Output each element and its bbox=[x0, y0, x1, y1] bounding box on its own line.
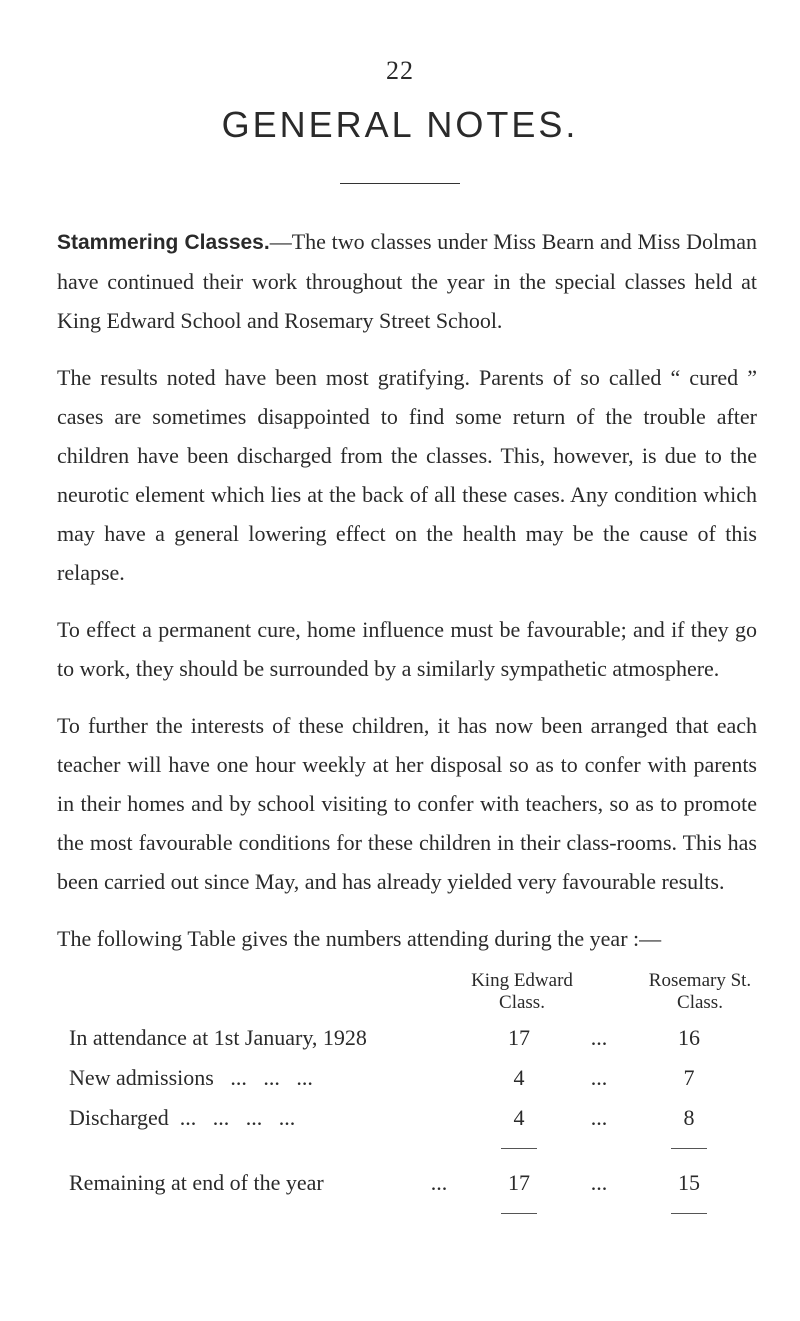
column-header-line: Class. bbox=[677, 992, 723, 1013]
section-heading: Stammering Classes. bbox=[57, 231, 270, 254]
column-header-line: Rosemary St. bbox=[648, 970, 752, 991]
body-text bbox=[57, 222, 757, 958]
rosemary-value: 16 bbox=[678, 1025, 700, 1050]
rosemary-value: 7 bbox=[683, 1065, 695, 1090]
leader-dots: ... bbox=[590, 1170, 608, 1195]
total-rule bbox=[501, 1213, 537, 1214]
paragraph-cure: To effect a permanent cure, home influence must be favourable; and if they go to work, they should be surrounded by a similarly sympathetic atmosphere. bbox=[57, 617, 757, 681]
row-label: New admissions ... ... ... bbox=[69, 1065, 313, 1090]
column-header-king-edward bbox=[452, 970, 592, 1014]
king-edward-value: 4 bbox=[513, 1105, 525, 1130]
king-edward-value: 17 bbox=[508, 1025, 530, 1050]
title-divider bbox=[340, 183, 460, 184]
leader-dots: ... bbox=[590, 1065, 608, 1090]
column-header-line: King Edward bbox=[471, 970, 573, 991]
row-label: Remaining at end of the year bbox=[69, 1170, 324, 1195]
paragraph-interests: To further the interests of these children, it has now been arranged that each teacher will have one hour weekly at her disposal so as to confer with parents in their homes and by school visiting to confer with teachers, so as to promote the most favourable conditions for these children in their class-rooms. This has been carried out since May, and has already yielded very favourable results. bbox=[57, 713, 757, 894]
rosemary-total: 15 bbox=[678, 1170, 700, 1195]
paragraph-text: —The two classes under Miss Bearn and Miss Dolman have continued their work throughout the year in the special classes held at King Edward School and Rosemary Street School. bbox=[57, 229, 757, 333]
page-number: 22 bbox=[386, 56, 414, 85]
page-title: GENERAL NOTES. bbox=[221, 104, 579, 145]
paragraph-stammering bbox=[57, 222, 757, 340]
rosemary-value: 8 bbox=[683, 1105, 695, 1130]
paragraph-results: The results noted have been most gratifying. Parents of so called “ cured ” cases are sometimes disappointed to find some return of the trouble after children have been discharged from the classes. This, however, is due to the neurotic element which lies at the back of all these cases. Any condition which may have a general lowering effect on the health may be the cause of this relapse. bbox=[57, 365, 757, 585]
column-header-line: Class. bbox=[499, 992, 545, 1013]
leader-dots: ... bbox=[430, 1170, 448, 1195]
column-header-rosemary bbox=[625, 970, 775, 1014]
king-edward-total: 17 bbox=[508, 1170, 530, 1195]
table-row bbox=[69, 1025, 769, 1055]
paragraph-table-intro: The following Table gives the numbers attending during the year :— bbox=[57, 926, 662, 951]
table-row bbox=[69, 1065, 769, 1095]
row-label: In attendance at 1st January, 1928 bbox=[69, 1025, 367, 1050]
leader-dots: ... bbox=[590, 1025, 608, 1050]
sum-rule bbox=[671, 1148, 707, 1149]
table-row bbox=[69, 1105, 769, 1135]
total-rule bbox=[671, 1213, 707, 1214]
row-label: Discharged ... ... ... ... bbox=[69, 1105, 296, 1130]
king-edward-value: 4 bbox=[513, 1065, 525, 1090]
table-total-row bbox=[69, 1170, 769, 1200]
sum-rule bbox=[501, 1148, 537, 1149]
leader-dots: ... bbox=[590, 1105, 608, 1130]
